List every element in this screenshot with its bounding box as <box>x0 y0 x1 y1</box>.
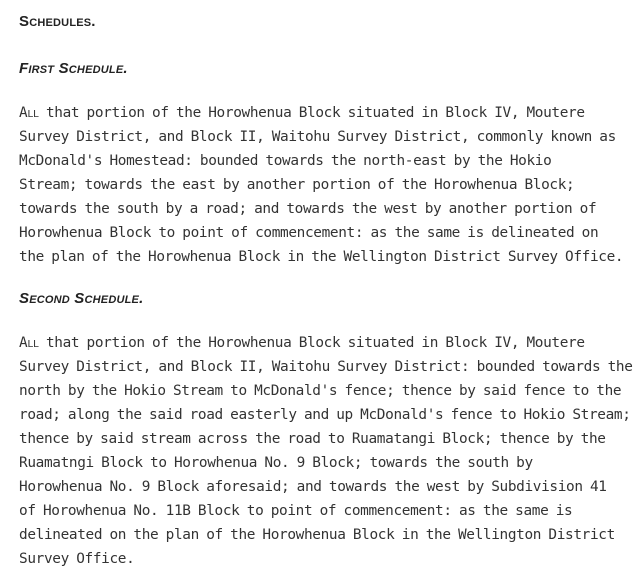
text-line <box>19 355 631 379</box>
text-line <box>19 221 631 245</box>
text-line <box>19 101 631 125</box>
text-line <box>19 245 631 269</box>
first-schedule-heading: First Schedule. <box>19 60 128 77</box>
line-text: Stream; towards the east by another portion of the Horowhenua Block; <box>19 177 575 193</box>
line-text: the plan of the Horowhenua Block in the Wellington District Survey Office. <box>19 249 624 265</box>
line-text: Horowhenua No. 9 Block aforesaid; and towards the west by Subdivision 41 <box>19 479 607 495</box>
text-line <box>19 499 631 523</box>
line-text: delineated on the plan of the Horowhenua Block in the Wellington District <box>19 527 615 543</box>
line-text: towards the south by a road; and towards the west by another portion of <box>19 201 597 217</box>
text-line <box>19 173 631 197</box>
text-line <box>19 475 631 499</box>
text-line <box>19 331 631 355</box>
second-schedule-heading: Second Schedule. <box>19 290 144 307</box>
line-text: Survey District, and Block II, Waitohu Survey District: bounded towards the <box>19 359 633 375</box>
line-text: Horowhenua Block to point of commencement: as the same is delineated on <box>19 225 599 241</box>
document-title: Schedules. <box>19 13 96 30</box>
text-line <box>19 403 631 427</box>
text-line <box>19 149 631 173</box>
line-text: road; along the said road easterly and up McDonald's fence to Hokio Stream; <box>19 407 631 423</box>
text-line <box>19 125 631 149</box>
first-schedule-text <box>19 101 631 269</box>
text-line <box>19 451 631 475</box>
line-text: that portion of the Horowhenua Block situated in Block IV, Moutere <box>38 335 585 351</box>
line-text: Ruamatngi Block to Horowhenua No. 9 Block; towards the south by <box>19 455 533 471</box>
text-line <box>19 523 631 547</box>
lead-word: All <box>19 105 39 121</box>
line-text: thence by said stream across the road to Ruamatangi Block; thence by the <box>19 431 606 447</box>
line-text: of Horowhenua No. 11B Block to point of commencement: as the same is <box>19 503 573 519</box>
lead-word: All <box>19 335 39 351</box>
text-line <box>19 197 631 221</box>
text-line <box>19 547 631 571</box>
line-text: that portion of the Horowhenua Block situated in Block IV, Moutere <box>38 105 585 121</box>
text-line <box>19 379 631 403</box>
text-line <box>19 427 631 451</box>
line-text: McDonald's Homestead: bounded towards the north-east by the Hokio <box>19 153 552 169</box>
line-text: north by the Hokio Stream to McDonald's fence; thence by said fence to the <box>19 383 622 399</box>
second-schedule-text <box>19 331 631 571</box>
line-text: Survey District, and Block II, Waitohu Survey District, commonly known as <box>19 129 616 145</box>
line-text: Survey Office. <box>19 551 135 567</box>
